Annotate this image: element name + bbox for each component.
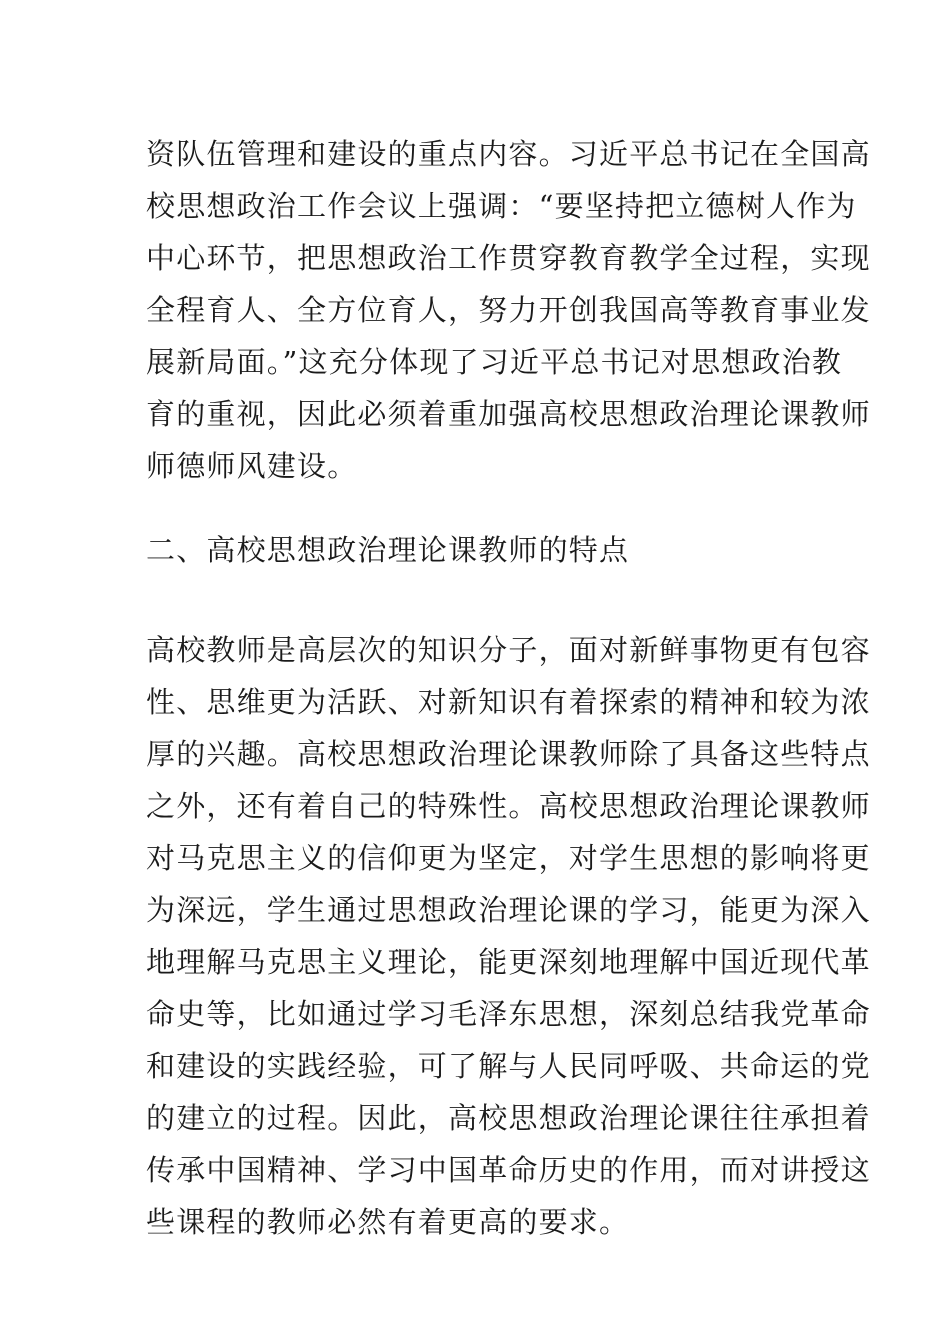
text-line: 厚的兴趣。高校思想政治理论课教师除了具备这些特点 <box>146 737 871 771</box>
section-heading: 二、高校思想政治理论课教师的特点 <box>146 533 630 567</box>
paragraph-1 <box>146 128 871 492</box>
text-line: 全程育人、全方位育人，努力开创我国高等教育事业发 <box>146 293 871 327</box>
text-line: 些课程的教师必然有着更高的要求。 <box>146 1205 630 1239</box>
text-line: 的建立的过程。因此，高校思想政治理论课往往承担着 <box>146 1101 871 1135</box>
text-line: 命史等，比如通过学习毛泽东思想，深刻总结我党革命 <box>146 997 871 1031</box>
text-line: 展新局面。”这充分体现了习近平总书记对思想政治教 <box>146 345 843 379</box>
text-line: 为深远，学生通过思想政治理论课的学习，能更为深入 <box>146 893 871 927</box>
paragraph-2 <box>146 624 871 1248</box>
text-line: 中心环节，把思想政治工作贯穿教育教学全过程，实现 <box>146 241 871 275</box>
text-line: 师德师风建设。 <box>146 449 358 483</box>
text-line: 校思想政治工作会议上强调：“要坚持把立德树人作为 <box>146 189 857 223</box>
text-line: 对马克思主义的信仰更为坚定，对学生思想的影响将更 <box>146 841 871 875</box>
text-line: 育的重视，因此必须着重加强高校思想政治理论课教师 <box>146 397 871 431</box>
section-heading-block <box>146 524 816 576</box>
text-line: 性、思维更为活跃、对新知识有着探索的精神和较为浓 <box>146 685 871 719</box>
text-line: 和建设的实践经验，可了解与人民同呼吸、共命运的党 <box>146 1049 871 1083</box>
text-line: 传承中国精神、学习中国革命历史的作用，而对讲授这 <box>146 1153 871 1187</box>
text-line: 高校教师是高层次的知识分子，面对新鲜事物更有包容 <box>146 633 871 667</box>
text-line: 资队伍管理和建设的重点内容。习近平总书记在全国高 <box>146 137 871 171</box>
text-line: 之外，还有着自己的特殊性。高校思想政治理论课教师 <box>146 789 871 823</box>
text-line: 地理解马克思主义理论，能更深刻地理解中国近现代革 <box>146 945 871 979</box>
